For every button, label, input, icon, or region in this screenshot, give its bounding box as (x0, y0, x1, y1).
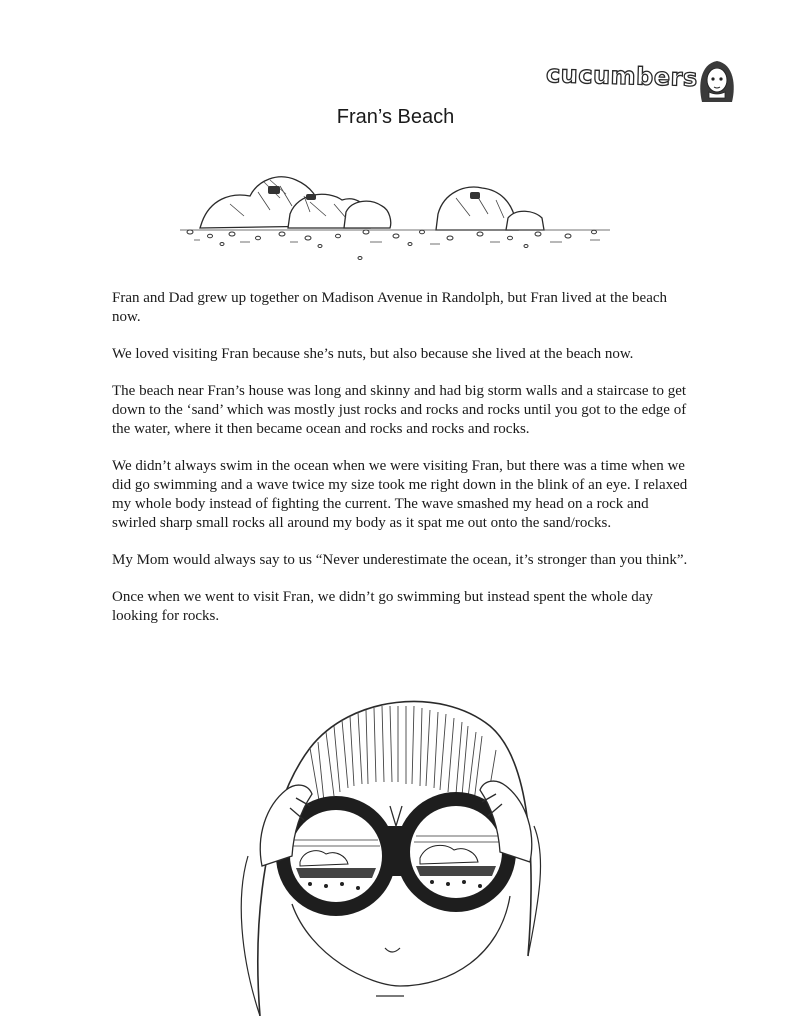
paragraph: Once when we went to visit Fran, we didn’t go swimming but instead spent the whole day looking for rocks. (112, 589, 653, 624)
child-with-binoculars-illustration (200, 656, 580, 1016)
story-text (112, 289, 692, 644)
paragraph: We loved visiting Fran because she’s nuts, but also because she lived at the beach now. (112, 346, 634, 362)
brand-logo (546, 56, 741, 106)
paragraph: Fran and Dad grew up together on Madison Avenue in Randolph, but Fran lived at the beach now. (112, 290, 668, 325)
paragraph: The beach near Fran’s house was long and skinny and had big storm walls and a staircase to get down to the ‘sand’ which was mostly just rocks and rocks and rocks until you got to the edge of the water, where it then became ocean and rocks and rocks and rocks. (112, 383, 687, 437)
paragraph: My Mom would always say to us “Never underestimate the ocean, it’s stronger than you think”. (112, 552, 688, 568)
girl-face-icon (694, 56, 740, 106)
brand-wordmark: cucumbers (545, 60, 699, 92)
rocky-beach-illustration (170, 152, 620, 267)
paragraph: We didn’t always swim in the ocean when we were visiting Fran, but there was a time when we did go swimming and a wave twice my size took me right down in the blink of an eye. I relaxed my whole body instead of fighting the current. The wave smashed my head on a rock and swirled sharp small rocks all around my body as it spat me out onto the sand/rocks. (112, 458, 688, 531)
page-title: Fran’s Beach (336, 106, 455, 128)
